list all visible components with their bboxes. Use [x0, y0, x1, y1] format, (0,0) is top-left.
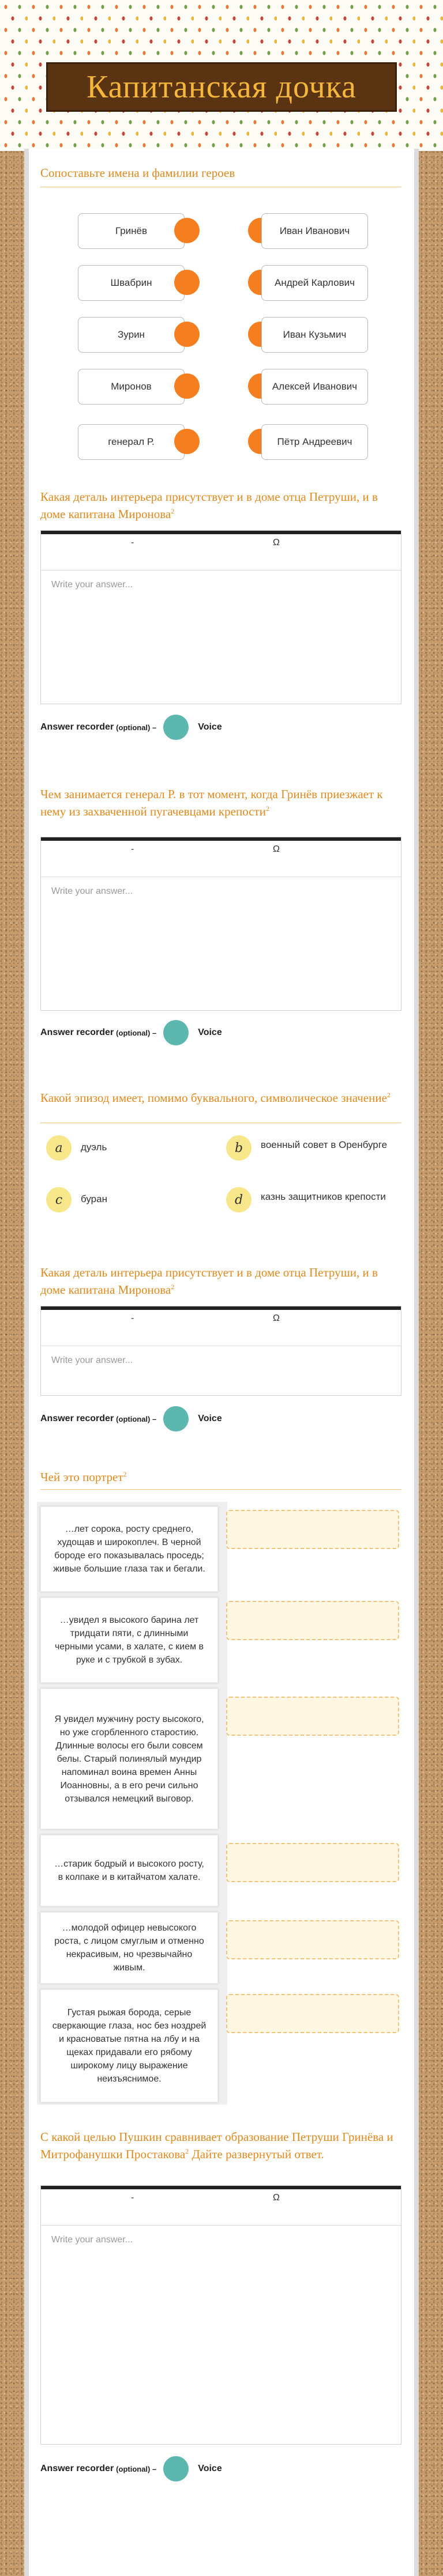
recorder-optional: (optional) –	[116, 723, 157, 732]
drop-zone[interactable]	[226, 1920, 399, 1959]
recorder-optional: (optional) –	[116, 2464, 157, 2473]
voice-record-button[interactable]	[163, 1406, 189, 1431]
answer-recorder	[40, 1406, 222, 1431]
question-open-1	[40, 490, 401, 732]
option-a-text[interactable]: дуэль	[81, 1142, 107, 1153]
drop-zone[interactable]	[226, 1601, 399, 1640]
match-left-item[interactable]: Швабрин	[78, 265, 185, 301]
question-portraits	[40, 1467, 401, 2084]
portrait-card[interactable]: …старик бодрый и высокого росту, в колпаке и в китайчатом халате.	[40, 1835, 218, 1906]
answer-input[interactable]: Write your answer...	[51, 2235, 133, 2245]
omega-symbol-button[interactable]: Ω	[273, 844, 280, 854]
drop-zone[interactable]	[226, 1697, 399, 1736]
question-open-3	[40, 1266, 401, 1423]
option-c-marker[interactable]: c	[46, 1187, 72, 1213]
match-left-item[interactable]: Гринёв	[78, 213, 185, 249]
option-b-text[interactable]: военный совет в Оренбурге	[261, 1139, 388, 1150]
answer-input[interactable]: Write your answer...	[51, 1355, 133, 1365]
match-left-item[interactable]: Миронов	[78, 369, 185, 405]
answer-input[interactable]: Write your answer...	[51, 886, 133, 896]
option-b-marker[interactable]: b	[226, 1135, 251, 1161]
option-d-marker[interactable]: d	[226, 1187, 251, 1213]
minus-tool-button[interactable]: -	[131, 538, 134, 547]
drop-zone[interactable]	[226, 1510, 399, 1549]
voice-label: Voice	[198, 722, 222, 732]
option-d-text[interactable]: казнь защитников крепости	[261, 1191, 386, 1202]
question-open-4	[40, 2130, 401, 2473]
answer-editor[interactable]	[40, 1306, 401, 1396]
question-title: Какая деталь интерьера присутствует и в доме отца Петруши, и в доме капитана Миронова$^2$	[40, 490, 378, 521]
editor-toolbar	[41, 841, 401, 877]
portrait-card[interactable]: Густая рыжая борода, серые сверкающие глаза, нос без ноздрей и красноватые пятна на лбу и на щеках придавали его рябому широкому лицу выражение неизъяснимое.	[40, 1989, 218, 2102]
editor-toolbar	[41, 2189, 401, 2226]
voice-label: Voice	[198, 1414, 222, 1423]
answer-editor[interactable]	[40, 837, 401, 1011]
option-c-text[interactable]: буран	[81, 1193, 107, 1204]
match-right-item[interactable]: Алексей Иванович	[261, 369, 368, 405]
title-divider	[40, 1489, 401, 1490]
minus-tool-button[interactable]: -	[131, 1313, 134, 1323]
editor-toolbar	[41, 534, 401, 571]
portrait-card[interactable]: …молодой офицер невысокого роста, с лицом смуглым и отменно некрасивым, но чрезвычайно живым.	[40, 1912, 218, 1984]
header-banner	[0, 0, 443, 151]
portrait-card[interactable]: Я увидел мужчину росту высокого, но уже сгорбленного старостию. Длинные волосы его были совсем белы. Старый полинялый мундир напоминал воина времен Анны Иоанновны, а в его речи сильно отзывался немецкий выговор.	[40, 1689, 218, 1829]
option-a-marker[interactable]: a	[46, 1135, 72, 1161]
minus-tool-button[interactable]: -	[131, 2193, 134, 2203]
recorder-label: Answer recorder	[40, 1414, 114, 1423]
match-connector-dot[interactable]	[174, 373, 200, 399]
match-connector-dot[interactable]	[174, 218, 200, 243]
question-title: С какой целью Пушкин сравнивает образование Петруши Гринёва и Митрофанушки Простакова$^2$ Дайте развернутый ответ.	[40, 2130, 393, 2161]
match-left-item[interactable]: Зурин	[78, 317, 185, 353]
answer-input[interactable]: Write your answer...	[51, 580, 133, 590]
match-right-item[interactable]: Иван Иванович	[261, 213, 368, 249]
drop-zone[interactable]	[226, 1843, 399, 1882]
question-matching	[40, 166, 401, 447]
omega-symbol-button[interactable]: Ω	[273, 2193, 280, 2203]
match-right-item[interactable]: Иван Кузьмич	[261, 317, 368, 353]
question-open-2	[40, 787, 401, 1037]
match-connector-dot[interactable]	[174, 270, 200, 295]
recorder-label: Answer recorder	[40, 722, 114, 732]
answer-recorder	[40, 2456, 222, 2481]
editor-toolbar	[41, 1310, 401, 1346]
question-title: Какая деталь интерьера присутствует и в доме отца Петруши, и в доме капитана Миронова$^2$	[40, 1266, 378, 1297]
answer-recorder	[40, 715, 222, 740]
minus-tool-button[interactable]: -	[131, 844, 134, 854]
question-title: Сопоставьте имена и фамилии героев	[40, 166, 235, 180]
drop-zone[interactable]	[226, 1994, 399, 2033]
voice-record-button[interactable]	[163, 715, 189, 740]
title-box	[46, 62, 397, 112]
recorder-label: Answer recorder	[40, 2464, 114, 2473]
answer-editor[interactable]	[40, 2185, 401, 2445]
voice-record-button[interactable]	[163, 1020, 189, 1045]
portrait-card[interactable]: …лет сорока, росту среднего, худощав и широкоплеч. В черной бороде его показывалась проседь; живые большие глаза так и бегали.	[40, 1506, 218, 1592]
voice-label: Voice	[198, 2464, 222, 2473]
match-connector-dot[interactable]	[174, 322, 200, 347]
match-right-item[interactable]: Андрей Карлович	[261, 265, 368, 301]
match-left-item[interactable]: генерал Р.	[78, 424, 185, 460]
question-title: Какой эпизод имеет, помимо буквального, символическое значение$^2$	[40, 1091, 391, 1105]
omega-symbol-button[interactable]: Ω	[273, 1313, 280, 1323]
recorder-label: Answer recorder	[40, 1028, 114, 1037]
voice-record-button[interactable]	[163, 2456, 189, 2481]
recorder-optional: (optional) –	[116, 1028, 157, 1037]
question-title: Чем занимается генерал Р. в тот момент, когда Гринёв приезжает к нему из захваченной пугачевцами крепости$^2$	[40, 787, 383, 818]
voice-label: Voice	[198, 1028, 222, 1037]
portrait-card[interactable]: …увидел я высокого барина лет тридцати пяти, с длинными черными усами, в халате, с кием в руке и с трубкой в зубах.	[40, 1597, 218, 1683]
match-right-item[interactable]: Пётр Андреевич	[261, 424, 368, 460]
question-multiple-choice	[40, 1088, 401, 1207]
omega-symbol-button[interactable]: Ω	[273, 538, 280, 547]
page-title: Капитанская дочка	[87, 69, 356, 105]
match-connector-dot[interactable]	[174, 429, 200, 454]
answer-recorder	[40, 1020, 222, 1045]
worksheet	[24, 149, 419, 2576]
recorder-optional: (optional) –	[116, 1414, 157, 1423]
question-title: Чей это портрет$^2$	[40, 1470, 127, 1484]
answer-editor[interactable]	[40, 530, 401, 704]
